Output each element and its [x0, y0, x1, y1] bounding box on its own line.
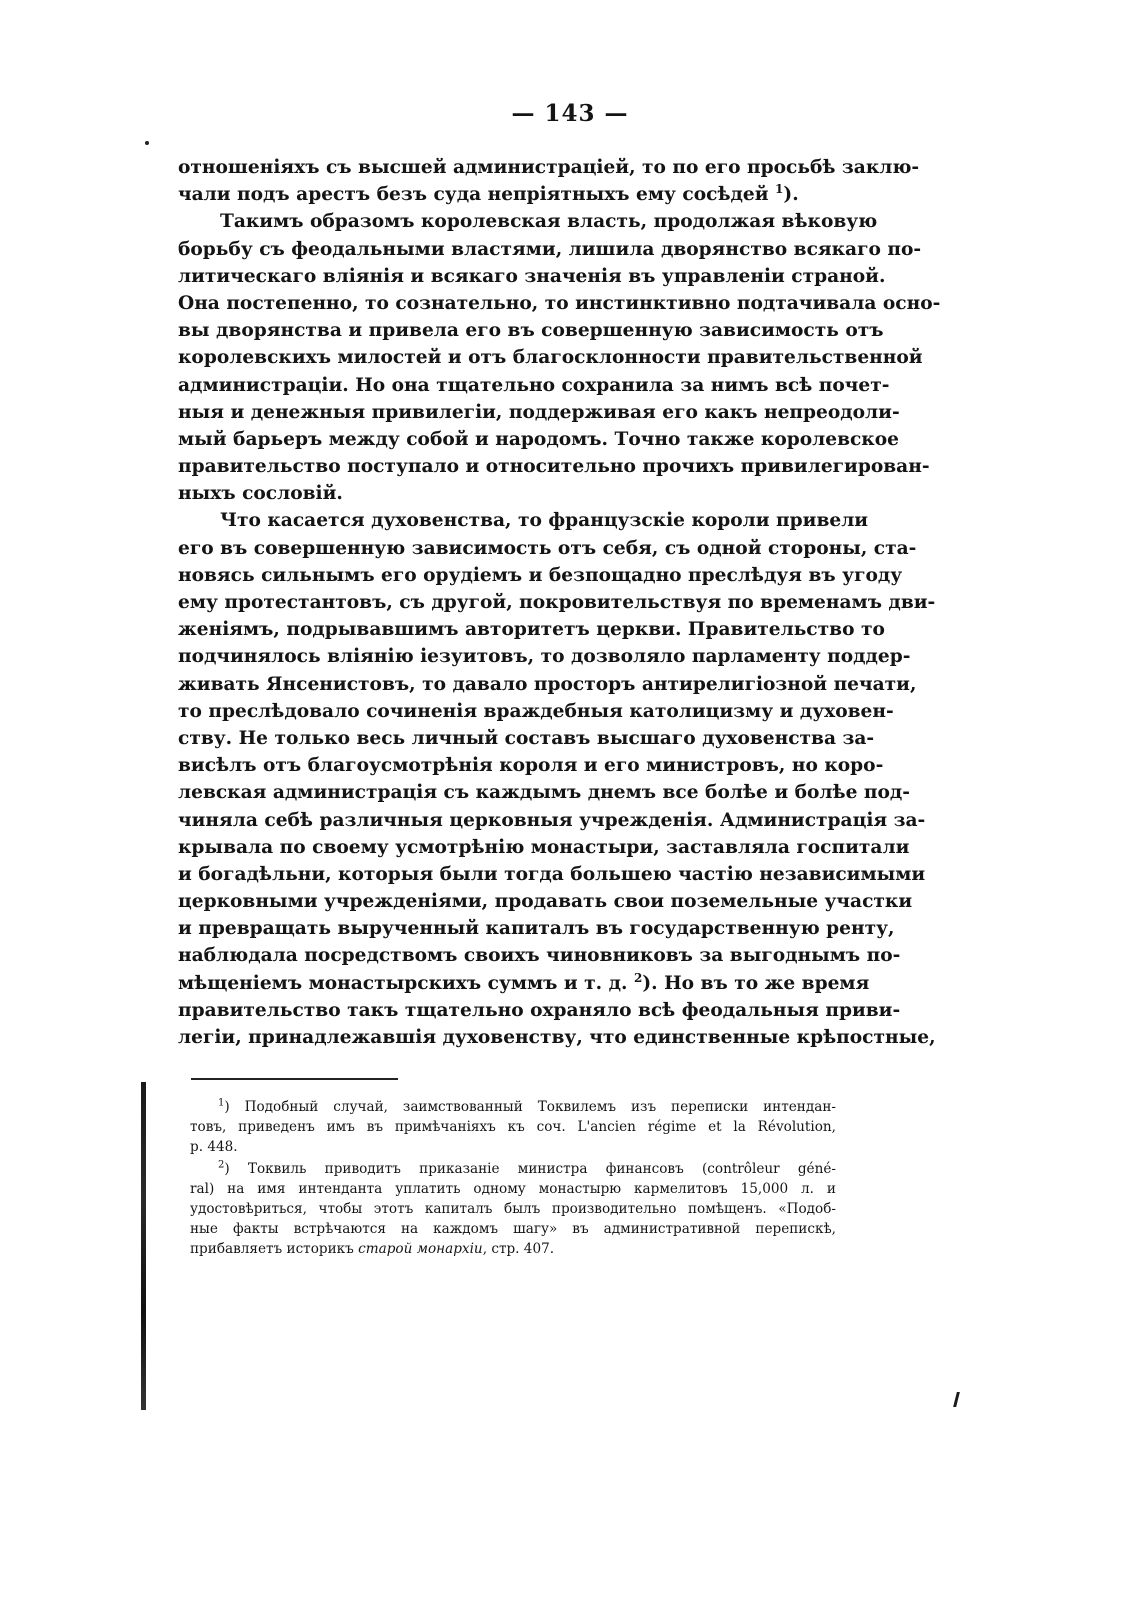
footnote-ref-1[interactable]: 1: [775, 182, 784, 196]
text-line: легіи, принадлежавшія духовенству, что единственные крѣпостные,: [178, 1027, 936, 1048]
text-line: новясь сильнымъ его орудіемъ и безпощадно преслѣдуя въ угоду: [178, 564, 903, 586]
footnote-text: ) Токвиль приводитъ приказаніе министра финансовъ (contrôleur géné-: [224, 1161, 836, 1178]
footnote-line: [190, 1098, 836, 1118]
scan-corner-mark: [953, 1392, 960, 1407]
footnote-italic-title: старой монархіи: [358, 1240, 483, 1257]
text-line: ему протестантовъ, съ другой, покровительствуя по временамъ дви-: [178, 592, 936, 613]
text-line: ству. Не только весь личный составъ высшаго духовенства за-: [178, 727, 875, 749]
text-line: наблюдала посредствомъ своихъ чиновниковъ за выгоднымъ по-: [178, 945, 901, 967]
footnote-line: удостовѣриться, чтобы этотъ капиталъ былъ производительно помѣщенъ. «Подоб-: [190, 1200, 836, 1217]
text-line: [178, 181, 836, 208]
text-line: администраціи. Но она тщательно сохранила за нимъ всѣ почет-: [178, 374, 890, 396]
footnote-line: [190, 1160, 836, 1180]
footnote-line: ные факты встрѣчаются на каждомъ шагу» въ административной перепискѣ,: [190, 1220, 836, 1237]
text-line: женіямъ, подрывавшимъ авторитетъ церкви. Правительство то: [178, 619, 885, 641]
text-line: левская администрація съ каждымъ днемъ все болѣе и болѣе под-: [178, 782, 911, 804]
footnote-divider: [191, 1078, 398, 1080]
footnote-line: p. 448.: [190, 1138, 238, 1155]
text-line: мый барьеръ между собой и народомъ. Точно также королевское: [178, 428, 899, 450]
footnote-mark: 1: [218, 1097, 225, 1109]
text-line: правительство поступало и относительно прочихъ привилегирован-: [178, 456, 930, 478]
text-line: и превращать вырученный капиталъ въ государственную ренту,: [178, 918, 895, 940]
text-line: Что касается духовенства, то французскіе короли привели: [220, 510, 869, 532]
text-line: вы дворянства и привела его въ совершенную зависимость отъ: [178, 320, 884, 342]
text-line: его въ совершенную зависимость отъ себя, съ одной стороны, ста-: [178, 537, 917, 559]
footnote-2: [190, 1160, 836, 1259]
text-line: живать Янсенистовъ, то давало просторъ антирелигіозной печати,: [178, 673, 917, 695]
text-line-content: чали подъ арестъ безъ суда непріятныхъ ему сосѣдей: [178, 184, 769, 206]
text-line: ныхъ сословій.: [178, 483, 343, 505]
footnote-ref-1-close: ).: [783, 184, 799, 206]
footnote-ref-2[interactable]: 2: [633, 970, 643, 985]
text-line: крывала по своему усмотрѣнію монастыри, заставляла госпитали: [178, 836, 910, 858]
footnote-line: товъ, приведенъ имъ въ примѣчаніяхъ къ соч. L'ancien régime et la Révolution,: [190, 1118, 836, 1135]
footnote-ref-2-close: ).: [642, 972, 658, 994]
text-line: чиняла себѣ различныя церковныя учрежденія. Администрація за-: [178, 809, 926, 831]
text-line: Она постепенно, то сознательно, то инстинктивно подтачивала осно-: [178, 292, 941, 314]
text-line: королевскихъ милостей и отъ благосклонности правительственной: [178, 347, 923, 369]
main-text: [178, 154, 941, 1051]
text-line: висѣлъ отъ благоусмотрѣнія короля и его министровъ, но коро-: [178, 755, 884, 777]
text-line: литическаго вліянія и всякаго значенія въ управленіи страной.: [178, 265, 886, 287]
text-line: то преслѣдовало сочиненія враждебныя католицизму и духовен-: [178, 700, 894, 722]
footnote-line: ral) на имя интенданта уплатить одному монастырю кармелитовъ 15,000 л. и: [190, 1181, 836, 1198]
text-line: ныя и денежныя привилегіи, поддерживая его какъ непреодоли-: [178, 401, 900, 423]
footnote-mark: 2: [218, 1159, 225, 1171]
footnote-line: [190, 1240, 836, 1260]
footnote-text: прибавляетъ историкъ: [190, 1240, 354, 1257]
text-line: борьбу съ феодальными властями, лишила дворянство всякаго по-: [178, 238, 922, 260]
footnote-text: ) Подобный случай, заимствованный Токвилемъ изъ переписки интендан-: [224, 1099, 836, 1115]
text-line: и богадѣльни, которыя были тогда большею частію независимыми: [178, 863, 926, 885]
text-line: отношеніяхъ съ высшей администраціей, то по его просьбѣ заклю-: [178, 157, 920, 178]
text-line-content: мѣщеніемъ монастырскихъ суммъ и т. д.: [178, 972, 628, 994]
footnote-1: [190, 1098, 836, 1157]
scan-edge-mark: [141, 1082, 146, 1410]
text-line: подчинялось вліянію іезуитовъ, то дозволяло парламенту поддер-: [178, 646, 911, 668]
footnotes: [190, 1098, 836, 1259]
text-line: [178, 970, 870, 997]
text-line: правительство такъ тщательно охраняло всѣ феодальныя приви-: [178, 999, 901, 1021]
page-number: — 143 —: [511, 100, 629, 127]
text-line: Такимъ образомъ королевская власть, продолжая вѣковую: [220, 211, 878, 233]
scan-speck: [145, 141, 149, 145]
text-line: церковными учрежденіями, продавать свои поземельные участки: [178, 891, 913, 913]
footnote-text: , стр. 407.: [482, 1240, 555, 1257]
text-line-content: Но въ то же время: [664, 972, 870, 994]
